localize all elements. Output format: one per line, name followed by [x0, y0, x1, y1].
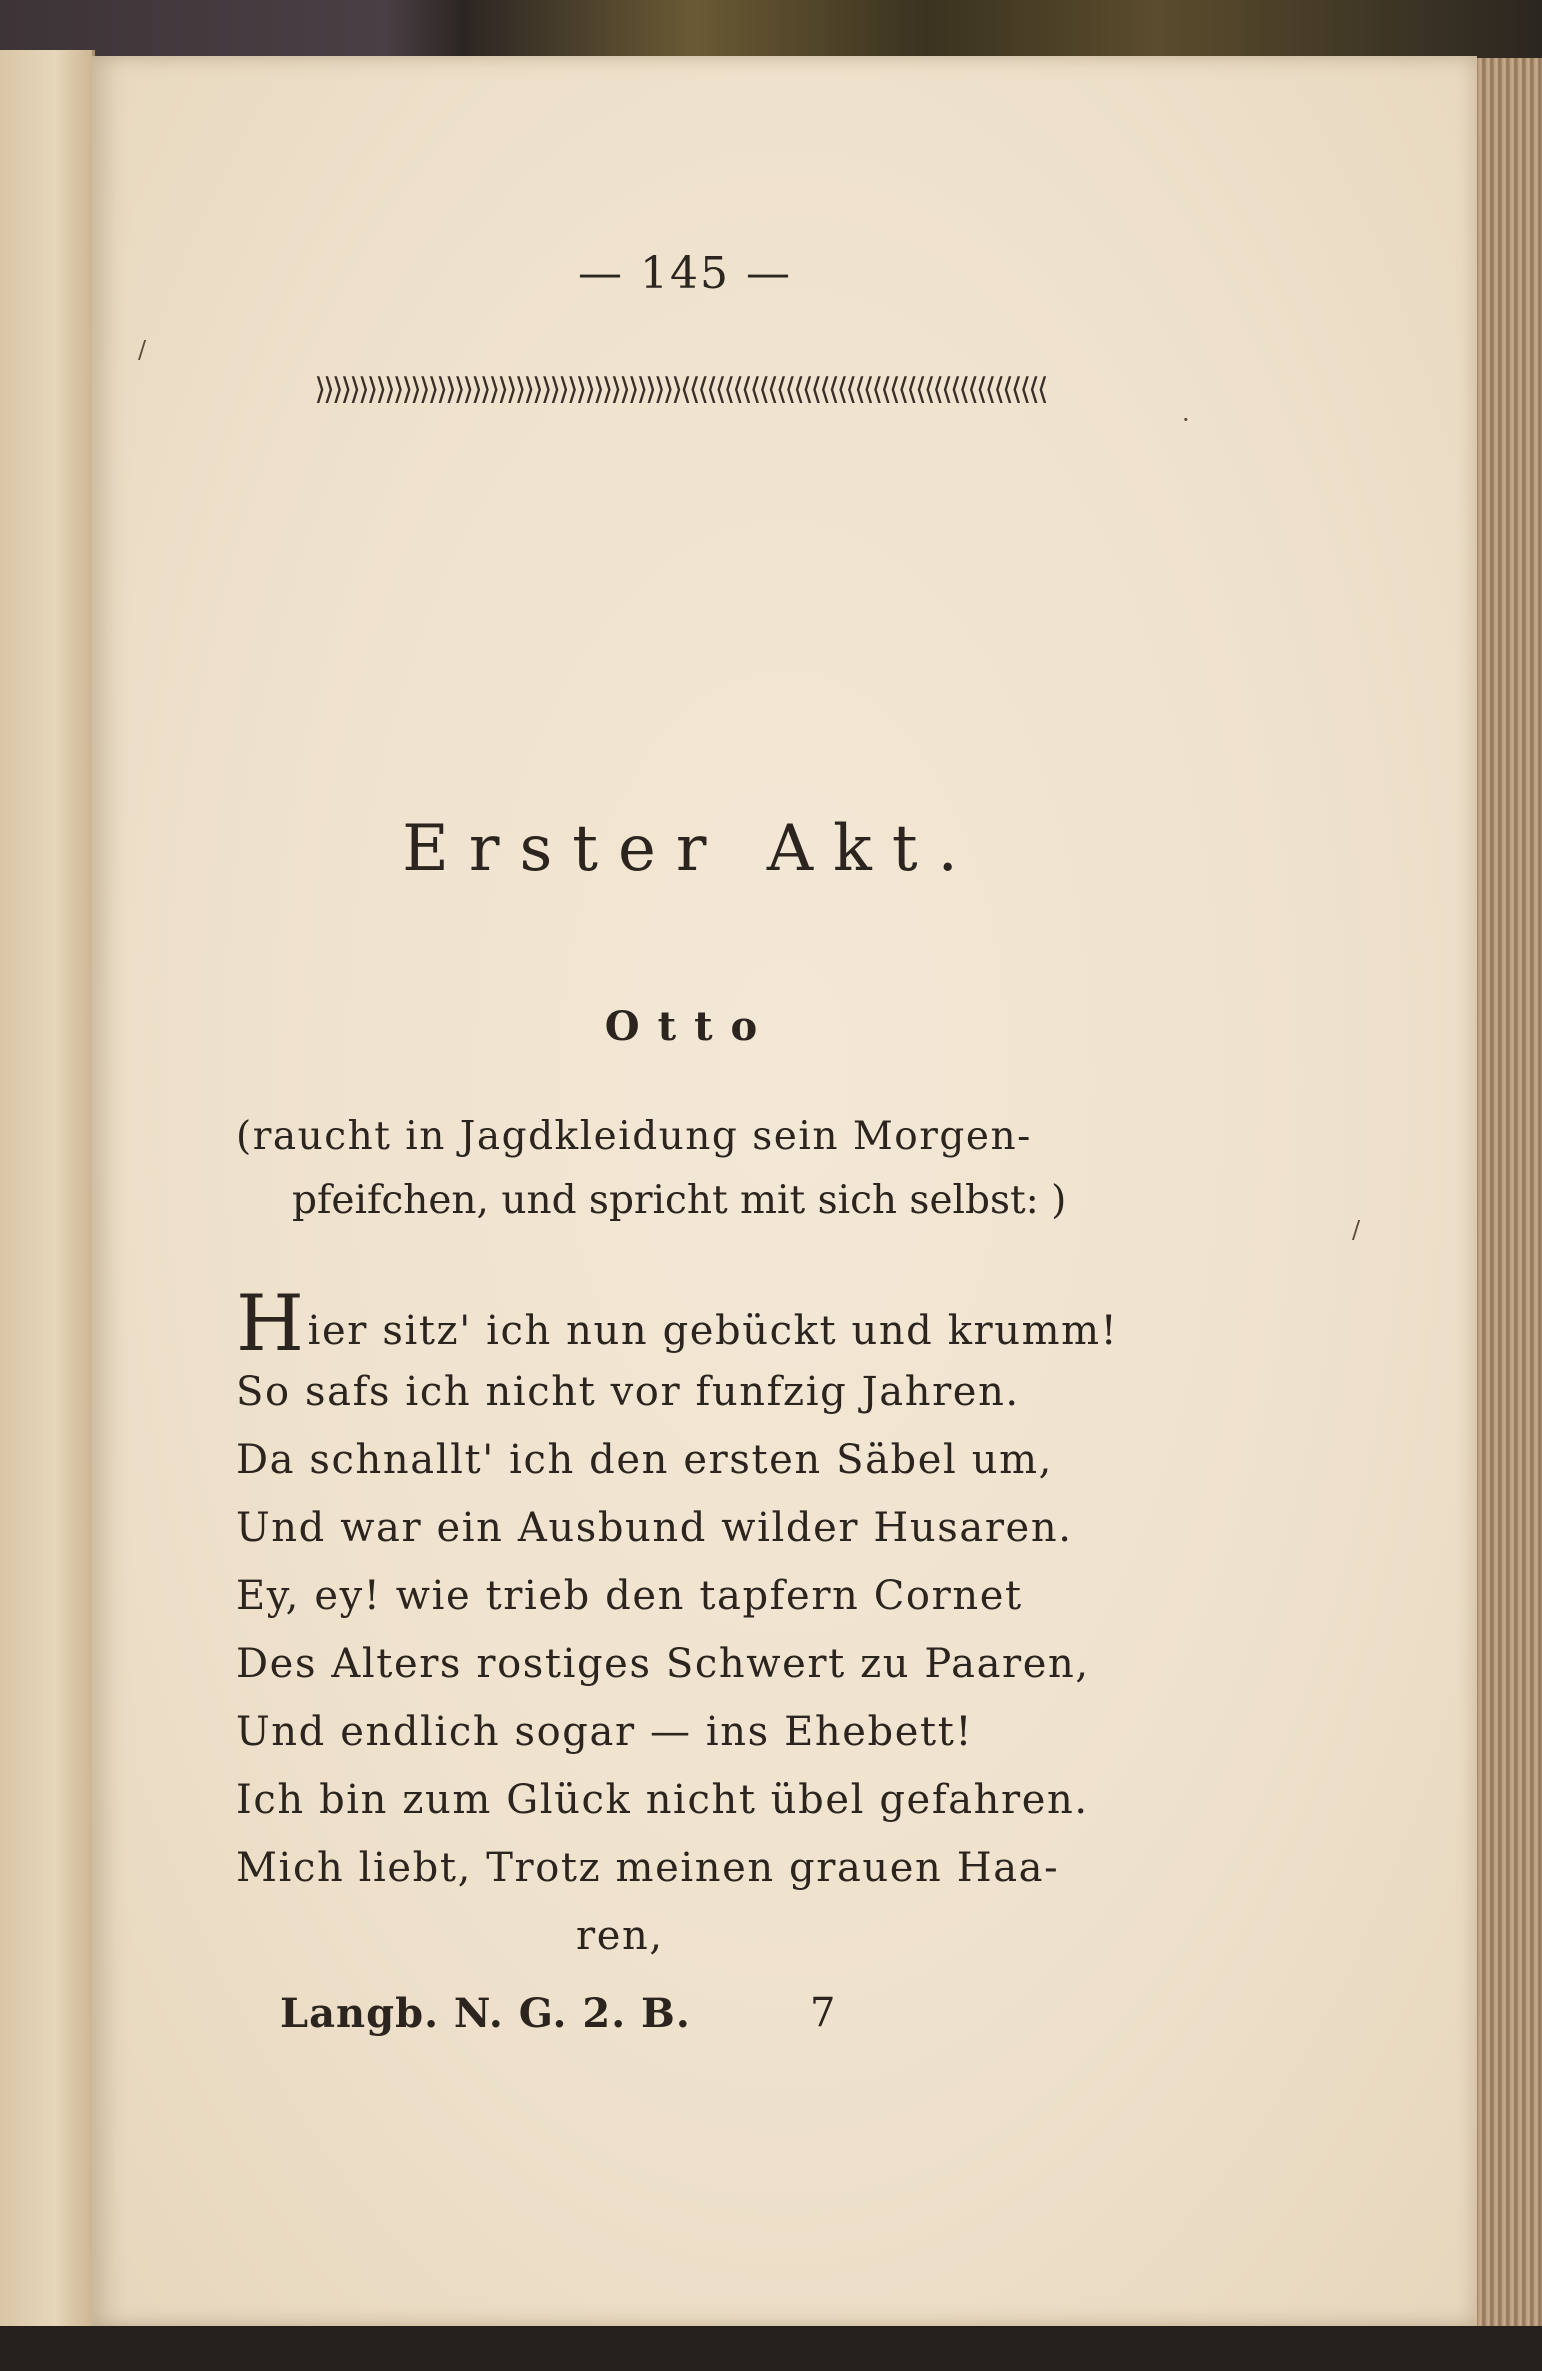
- verse-line-text: ier sitz' ich nun gebückt und krumm!: [307, 1308, 1119, 1354]
- drop-cap: H: [236, 1279, 306, 1369]
- stage-direction: [236, 1105, 1136, 1233]
- paper-mark: /: [138, 336, 147, 364]
- verse-line: [236, 1279, 1136, 1369]
- verse-line: Ich bin zum Glück nicht übel gefahren.: [236, 1777, 1089, 1823]
- verse-line: So safs ich nicht vor funfzig Jahren.: [236, 1369, 1020, 1415]
- paper-mark: /: [1352, 1216, 1361, 1244]
- bottom-background: [0, 2326, 1542, 2371]
- act-title: Erster Akt.: [402, 812, 978, 886]
- verse-line: Und war ein Ausbund wilder Husaren.: [236, 1505, 1073, 1551]
- verse-continuation: ren,: [576, 1913, 664, 1959]
- paper-mark: ·: [1182, 406, 1190, 434]
- verse-line: Mich liebt, Trotz meinen grauen Haa-: [236, 1845, 1060, 1891]
- verse-line: Des Alters rostiges Schwert zu Paaren,: [236, 1641, 1090, 1687]
- verse-block: [236, 1279, 1136, 1970]
- book-binding: [0, 0, 1542, 58]
- stage-direction-line: (raucht in Jagdkleidung sein Morgen-: [236, 1114, 1032, 1159]
- page-number: — 145 —: [578, 248, 792, 299]
- signature-mark: Langb. N. G. 2. B.: [280, 1990, 691, 2037]
- facing-page-edge: [0, 50, 95, 2340]
- gathering-number: 7: [810, 1990, 836, 2036]
- verse-line: Und endlich sogar — ins Ehebett!: [236, 1709, 974, 1755]
- ornamental-rule: ⟩⟩⟩⟩⟩⟩⟩⟩⟩⟩⟩⟩⟩⟩⟩⟩⟩⟩⟩⟩⟩⟩⟩⟩⟩⟩⟩⟩⟩⟩⟩⟩⟩⟩⟩⟩⟩⟩⟩⟩⟩⟩⟨⟨⟨⟨⟨⟨⟨⟨⟨⟨⟨⟨⟨⟨⟨⟨⟨⟨⟨⟨⟨⟨⟨⟨⟨⟨⟨⟨⟨⟨⟨⟨⟨⟨⟨⟨⟨⟨⟨⟨⟨⟨: [314, 372, 1046, 407]
- verse-line: Ey, ey! wie trieb den tapfern Cornet: [236, 1573, 1023, 1619]
- verse-line: Da schnallt' ich den ersten Säbel um,: [236, 1437, 1053, 1483]
- speaker-name: Otto: [604, 1003, 776, 1050]
- stage-direction-line: pfeifchen, und spricht mit sich selbst: ): [292, 1178, 1067, 1223]
- page-edges: [1470, 58, 1542, 2326]
